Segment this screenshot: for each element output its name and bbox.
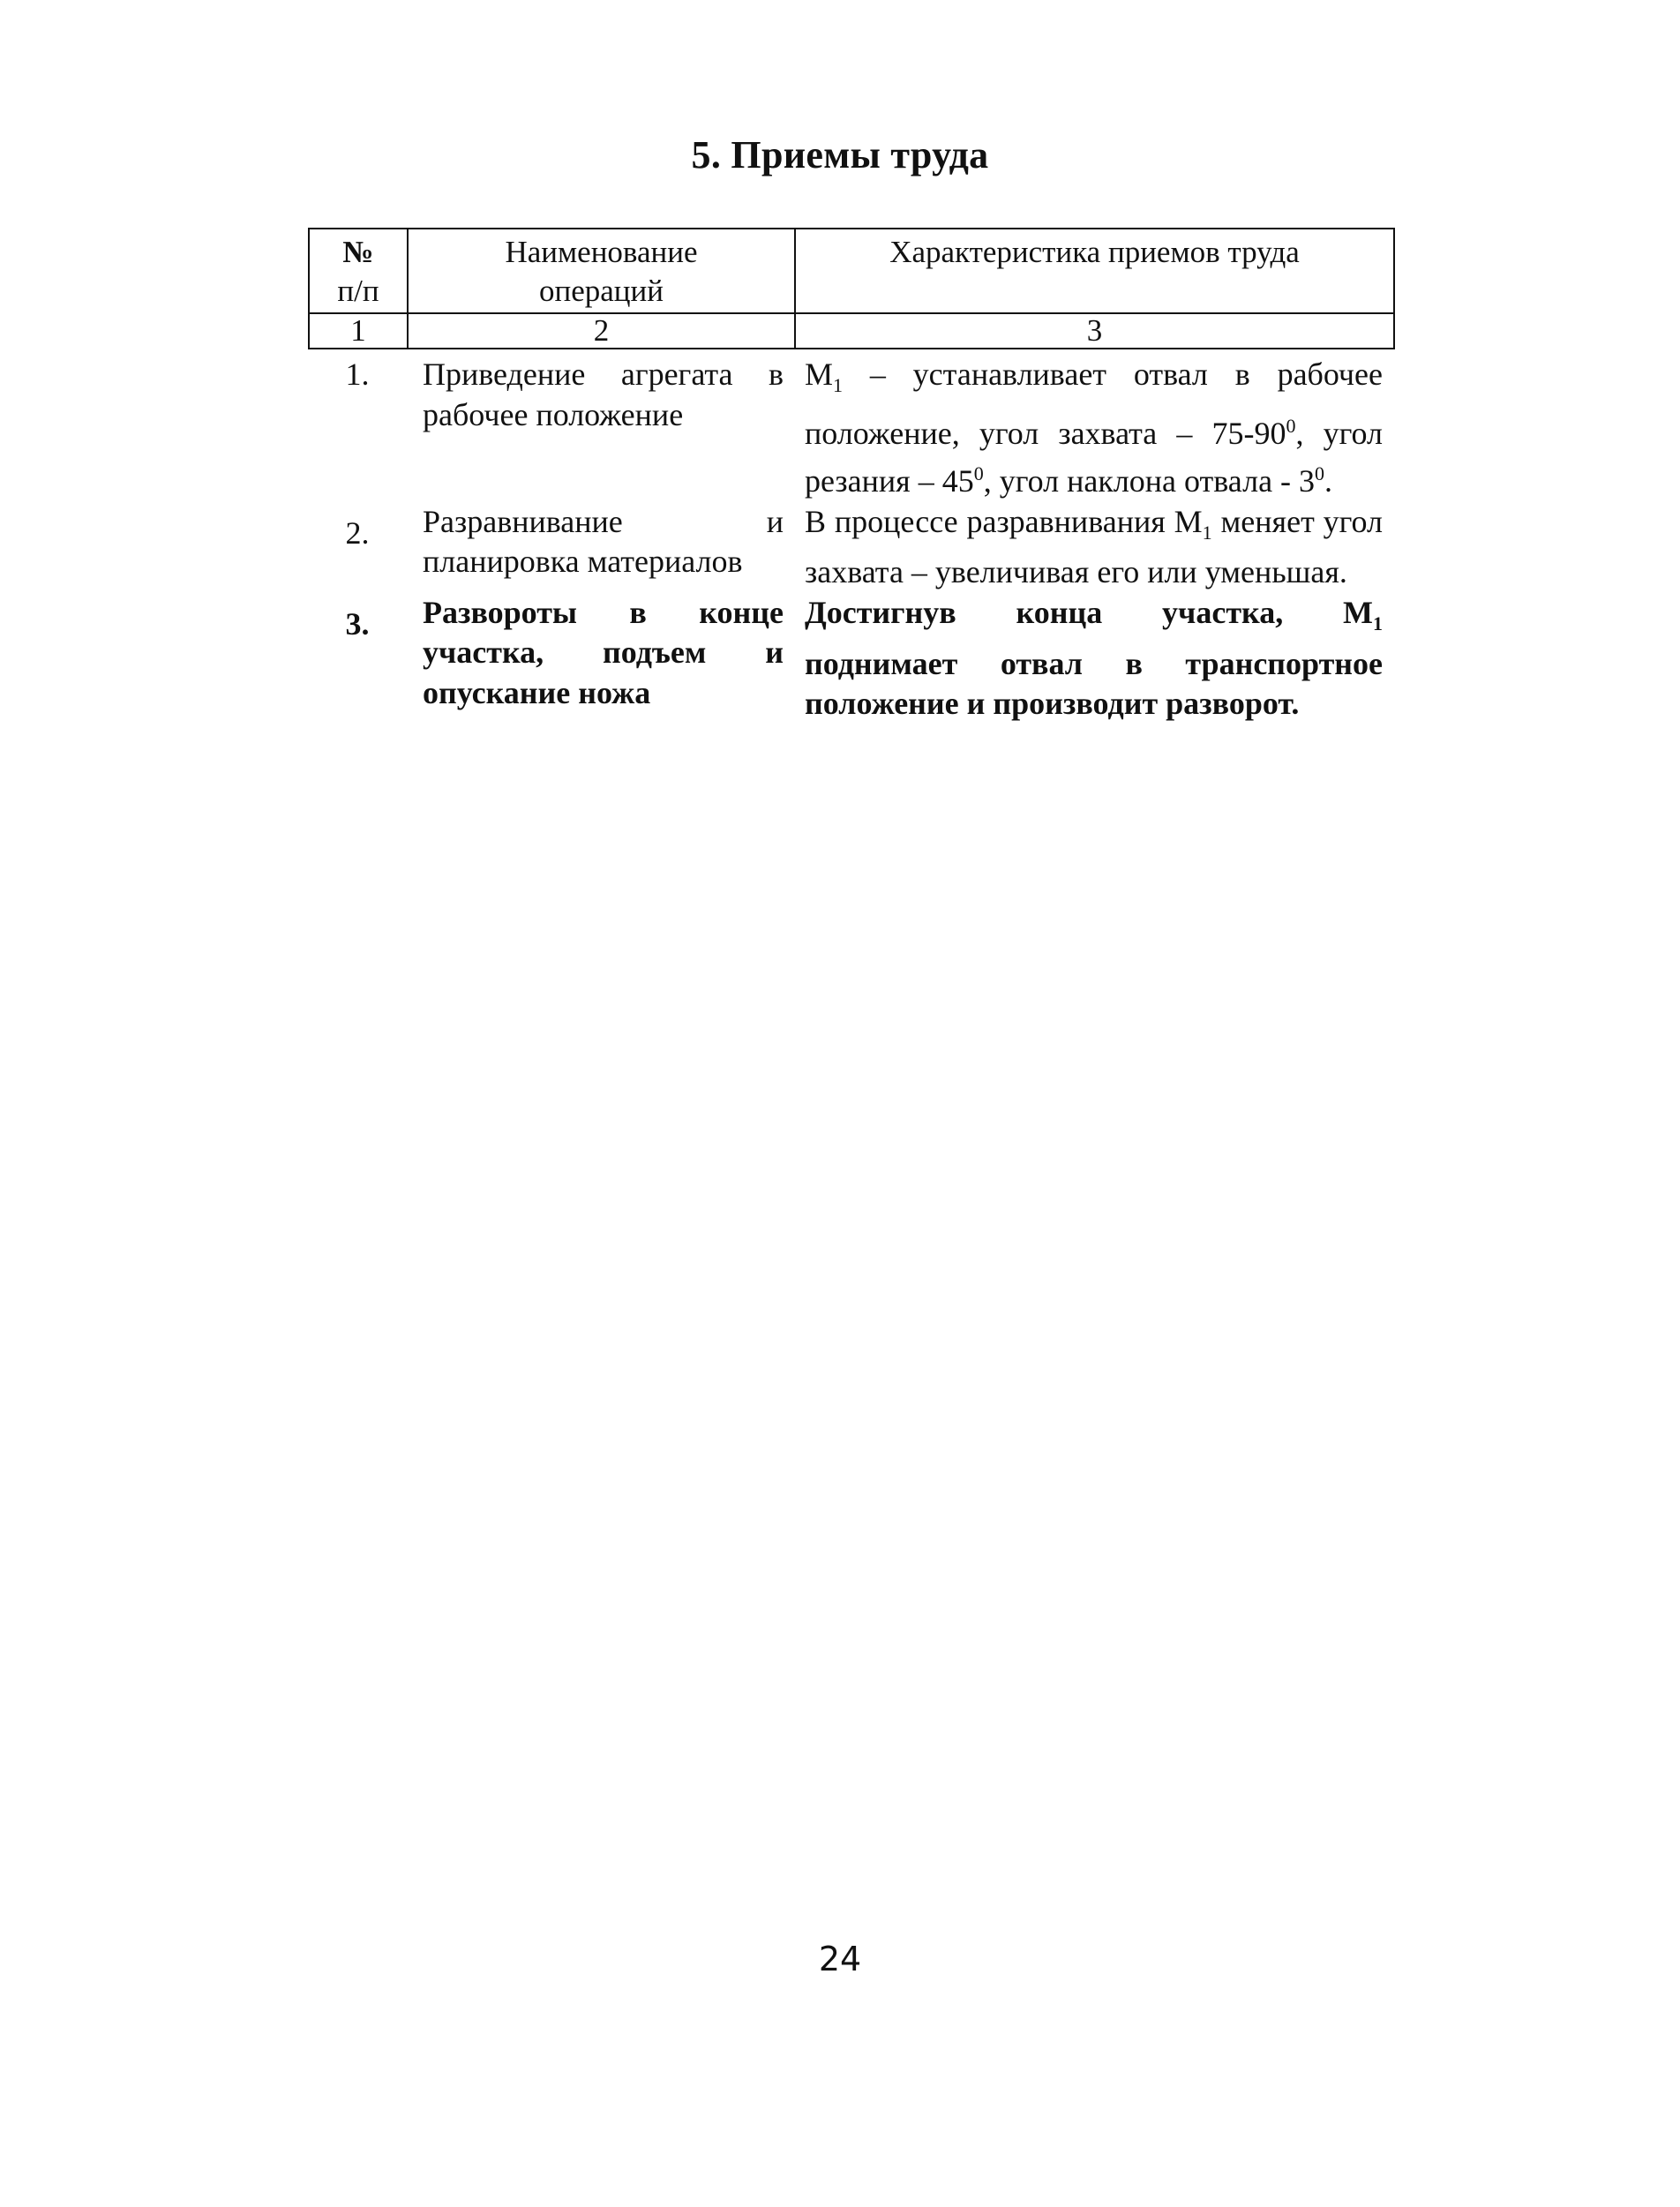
description-text: – устанавливает отвал в рабочее положение, угол захвата – 75-90 — [805, 357, 1383, 451]
table-row — [308, 593, 1393, 724]
superscript: 0 — [1286, 414, 1296, 437]
table-row — [308, 502, 1393, 593]
row-number: 2. — [345, 514, 370, 551]
operation-description — [794, 502, 1393, 593]
description-text: Достигнув конца участка, М — [805, 594, 1373, 630]
header-operation-line1: Наименование — [505, 235, 698, 269]
operations-table — [308, 228, 1393, 724]
description-text: В процессе разравнивания М — [805, 503, 1203, 539]
description-text: , угол резания – 45 — [805, 415, 1383, 499]
column-number-2: 2 — [408, 313, 795, 349]
table-body — [308, 355, 1393, 724]
header-number — [309, 229, 408, 313]
description-text: . — [1324, 463, 1333, 499]
description-text: поднимает отвал в транспортное положение и производит разворот. — [805, 645, 1383, 722]
subscript: 1 — [833, 374, 844, 397]
operation-name: Развороты в конце участка, подъем и опускание ножа — [423, 594, 784, 710]
description-text: , угол наклона отвала - 3 — [983, 463, 1316, 499]
superscript: 0 — [973, 462, 984, 485]
header-operation-line2: операций — [539, 274, 664, 308]
header-number-line1: № — [342, 235, 374, 269]
column-number-3: 3 — [795, 313, 1394, 349]
operation-description — [794, 355, 1393, 502]
header-description: Характеристика приемов труда — [795, 229, 1394, 313]
header-operation — [408, 229, 795, 313]
row-number: 1. — [345, 357, 370, 392]
description-text: М — [805, 357, 834, 392]
table-header — [308, 228, 1395, 349]
subscript: 1 — [1202, 521, 1212, 544]
header-number-line2: п/п — [337, 274, 379, 308]
table-row — [308, 355, 1393, 502]
section-title: 5. Приемы труда — [691, 133, 989, 176]
row-number: 3. — [345, 605, 370, 642]
superscript: 0 — [1315, 462, 1325, 485]
subscript: 1 — [1373, 612, 1383, 635]
operation-name: Разравнивание и планировка материалов — [423, 503, 784, 580]
operation-description — [794, 593, 1393, 724]
column-number-1: 1 — [309, 313, 408, 349]
operation-name: Приведение агрегата в рабочее положение — [423, 357, 784, 432]
page-number: 24 — [818, 1940, 862, 1978]
description-text: меняет угол захвата – увеличивая его или уменьшая. — [805, 503, 1384, 590]
